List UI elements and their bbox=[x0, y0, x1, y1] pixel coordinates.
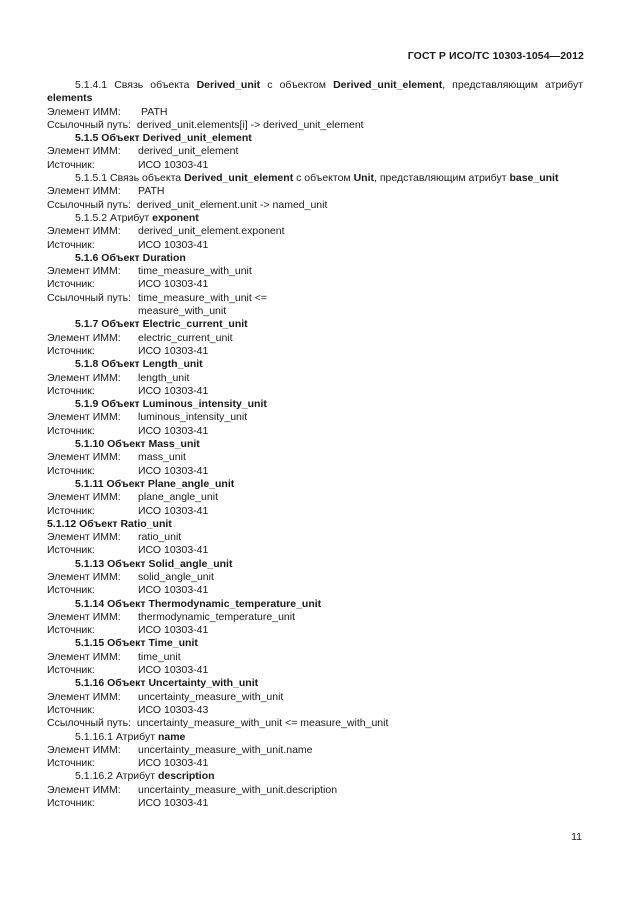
source-row: Источник: ИСО 10303-41 bbox=[47, 664, 209, 677]
document-code-header: ГОСТ Р ИСО/ТС 10303-1054—2012 bbox=[407, 50, 584, 62]
heading-5-1-5-2: 5.1.5.2 Атрибут exponent bbox=[75, 211, 199, 224]
ref-path-row: Ссылочный путь: uncertainty_measure_with_unit <= measure_with_unit bbox=[47, 717, 389, 730]
field-label: Ссылочный путь: bbox=[47, 118, 131, 131]
ref-path-row: Ссылочный путь: time_measure_with_unit <= bbox=[47, 291, 267, 304]
source-row: Источник: ИСО 10303-41 bbox=[47, 424, 209, 437]
imm-element-row: Элемент ИММ: PATH bbox=[47, 185, 165, 198]
source-row: Источник: ИСО 10303-41 bbox=[47, 757, 209, 770]
imm-element-row: Элемент ИММ: uncertainty_measure_with_unit.description bbox=[47, 783, 338, 796]
heading-5-1-16-1: 5.1.16.1 Атрибут name bbox=[75, 730, 186, 743]
heading-5-1-9: 5.1.9 Объект Luminous_intensity_unit bbox=[75, 398, 267, 411]
source-row: Источник: ИСО 10303-41 bbox=[47, 344, 209, 357]
source-row: Источник: ИСО 10303-41 bbox=[47, 797, 209, 810]
document-body bbox=[47, 79, 583, 810]
heading-5-1-8: 5.1.8 Объект Length_unit bbox=[75, 358, 203, 371]
heading-5-1-7: 5.1.7 Объект Electric_current_unit bbox=[75, 318, 248, 331]
imm-element-row: Элемент ИММ: mass_unit bbox=[47, 451, 186, 464]
source-row: Источник: ИСО 10303-41 bbox=[47, 158, 209, 171]
heading-5-1-15: 5.1.15 Объект Time_unit bbox=[75, 637, 198, 650]
ref-path-row bbox=[47, 119, 583, 132]
field-value: derived_unit.elements[i] -> derived_unit_element bbox=[136, 118, 364, 131]
imm-element-row bbox=[47, 106, 583, 119]
heading-5-1-16-2: 5.1.16.2 Атрибут description bbox=[75, 770, 215, 783]
source-row: Источник: ИСО 10303-41 bbox=[47, 504, 209, 517]
clause-text: Связь объекта bbox=[114, 79, 190, 91]
heading-5-1-16: 5.1.16 Объект Uncertainty_with_unit bbox=[75, 677, 259, 690]
imm-element-row: Элемент ИММ: derived_unit_element.exponent bbox=[47, 225, 285, 238]
page-number: 11 bbox=[571, 831, 582, 843]
source-row: Источник: ИСО 10303-43 bbox=[47, 703, 209, 716]
field-value: PATH bbox=[141, 105, 168, 118]
source-row: Источник: ИСО 10303-41 bbox=[47, 238, 209, 251]
ref-path-row: Ссылочный путь: derived_unit_element.unit -> named_unit bbox=[47, 198, 328, 211]
attribute-name: elements bbox=[47, 92, 93, 105]
imm-element-row: Элемент ИММ: solid_angle_unit bbox=[47, 570, 214, 583]
clause-number: 5.1.4.1 bbox=[75, 79, 108, 91]
field-label: Элемент ИММ: bbox=[47, 105, 121, 118]
source-row: Источник: ИСО 10303-41 bbox=[47, 464, 209, 477]
clause-5-1-4-1 bbox=[47, 79, 583, 92]
heading-5-1-11: 5.1.11 Объект Plane_angle_unit bbox=[75, 477, 235, 490]
entity-name: Derived_unit bbox=[196, 79, 261, 91]
clause-5-1-5-1: 5.1.5.1 Связь объекта Derived_unit_element с объектом Unit, представляющим атрибут base_unit bbox=[75, 172, 559, 185]
imm-element-row: Элемент ИММ: length_unit bbox=[47, 371, 190, 384]
heading-5-1-13: 5.1.13 Объект Solid_angle_unit bbox=[75, 557, 233, 570]
heading-5-1-14: 5.1.14 Объект Thermodynamic_temperature_unit bbox=[75, 597, 322, 610]
heading-5-1-12: 5.1.12 Объект Ratio_unit bbox=[47, 517, 172, 530]
source-row: Источник: ИСО 10303-41 bbox=[47, 384, 209, 397]
imm-element-row: Элемент ИММ: time_measure_with_unit bbox=[47, 265, 252, 278]
source-row: Источник: ИСО 10303-41 bbox=[47, 584, 209, 597]
source-row: Источник: ИСО 10303-41 bbox=[47, 544, 209, 557]
clause-text: , представляющим атрибут bbox=[442, 79, 584, 91]
imm-element-row: Элемент ИММ: derived_unit_element bbox=[47, 145, 239, 158]
heading-5-1-5: 5.1.5 Объект Derived_unit_element bbox=[75, 132, 252, 145]
imm-element-row: Элемент ИММ: plane_angle_unit bbox=[47, 491, 218, 504]
entity-name: Derived_unit_element bbox=[333, 79, 443, 91]
imm-element-row: Элемент ИММ: uncertainty_measure_with_unit.name bbox=[47, 743, 313, 756]
clause-text: с объектом bbox=[267, 79, 326, 91]
ref-path-continuation: measure_with_unit bbox=[138, 305, 227, 318]
heading-5-1-10: 5.1.10 Объект Mass_unit bbox=[75, 438, 200, 451]
imm-element-row: Элемент ИММ: time_unit bbox=[47, 650, 181, 663]
imm-element-row: Элемент ИММ: uncertainty_measure_with_unit bbox=[47, 690, 284, 703]
source-row: Источник: ИСО 10303-41 bbox=[47, 624, 209, 637]
imm-element-row: Элемент ИММ: thermodynamic_temperature_unit bbox=[47, 610, 295, 623]
imm-element-row: Элемент ИММ: electric_current_unit bbox=[47, 331, 233, 344]
source-row: Источник: ИСО 10303-41 bbox=[47, 278, 209, 291]
imm-element-row: Элемент ИММ: ratio_unit bbox=[47, 531, 182, 544]
heading-5-1-6: 5.1.6 Объект Duration bbox=[75, 251, 186, 264]
imm-element-row: Элемент ИММ: luminous_intensity_unit bbox=[47, 411, 248, 424]
